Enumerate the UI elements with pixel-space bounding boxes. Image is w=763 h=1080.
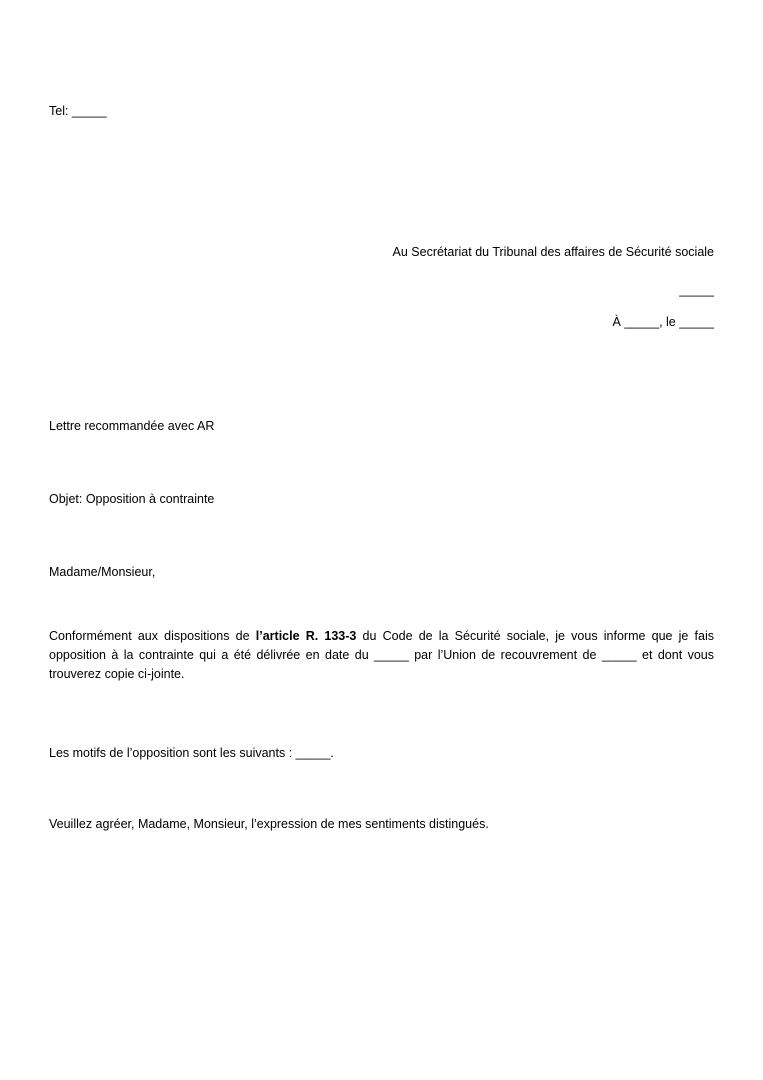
place-date: À _____, le _____: [612, 315, 714, 329]
sender-tel: Tel: _____: [49, 104, 107, 118]
salutation: Madame/Monsieur,: [49, 565, 156, 579]
body-paragraph-2: Les motifs de l’opposition sont les suivants : _____.: [49, 746, 334, 760]
article-reference: l’article R. 133-3: [255, 629, 357, 643]
recipient-line-1: Au Secrétariat du Tribunal des affaires de Sécurité sociale: [392, 245, 714, 259]
body-paragraph-1-intro: Conformément aux dispositions de: [49, 629, 256, 643]
recipient-line-2: _____: [679, 283, 714, 297]
body-paragraph-1-rest: du Code de la Sécurité sociale, je vous informe que je fais opposition à la contrainte qui a été délivrée en date du _____ par l’Union de recouvrement de _____ et dont vous trouverez copie ci-jointe.: [49, 629, 715, 681]
subject-line: Objet: Opposition à contrainte: [49, 492, 215, 506]
mail-type: Lettre recommandée avec AR: [49, 419, 215, 433]
body-paragraph-1: [49, 627, 714, 684]
closing-formula: Veuillez agréer, Madame, Monsieur, l’expression de mes sentiments distingués.: [49, 817, 489, 831]
